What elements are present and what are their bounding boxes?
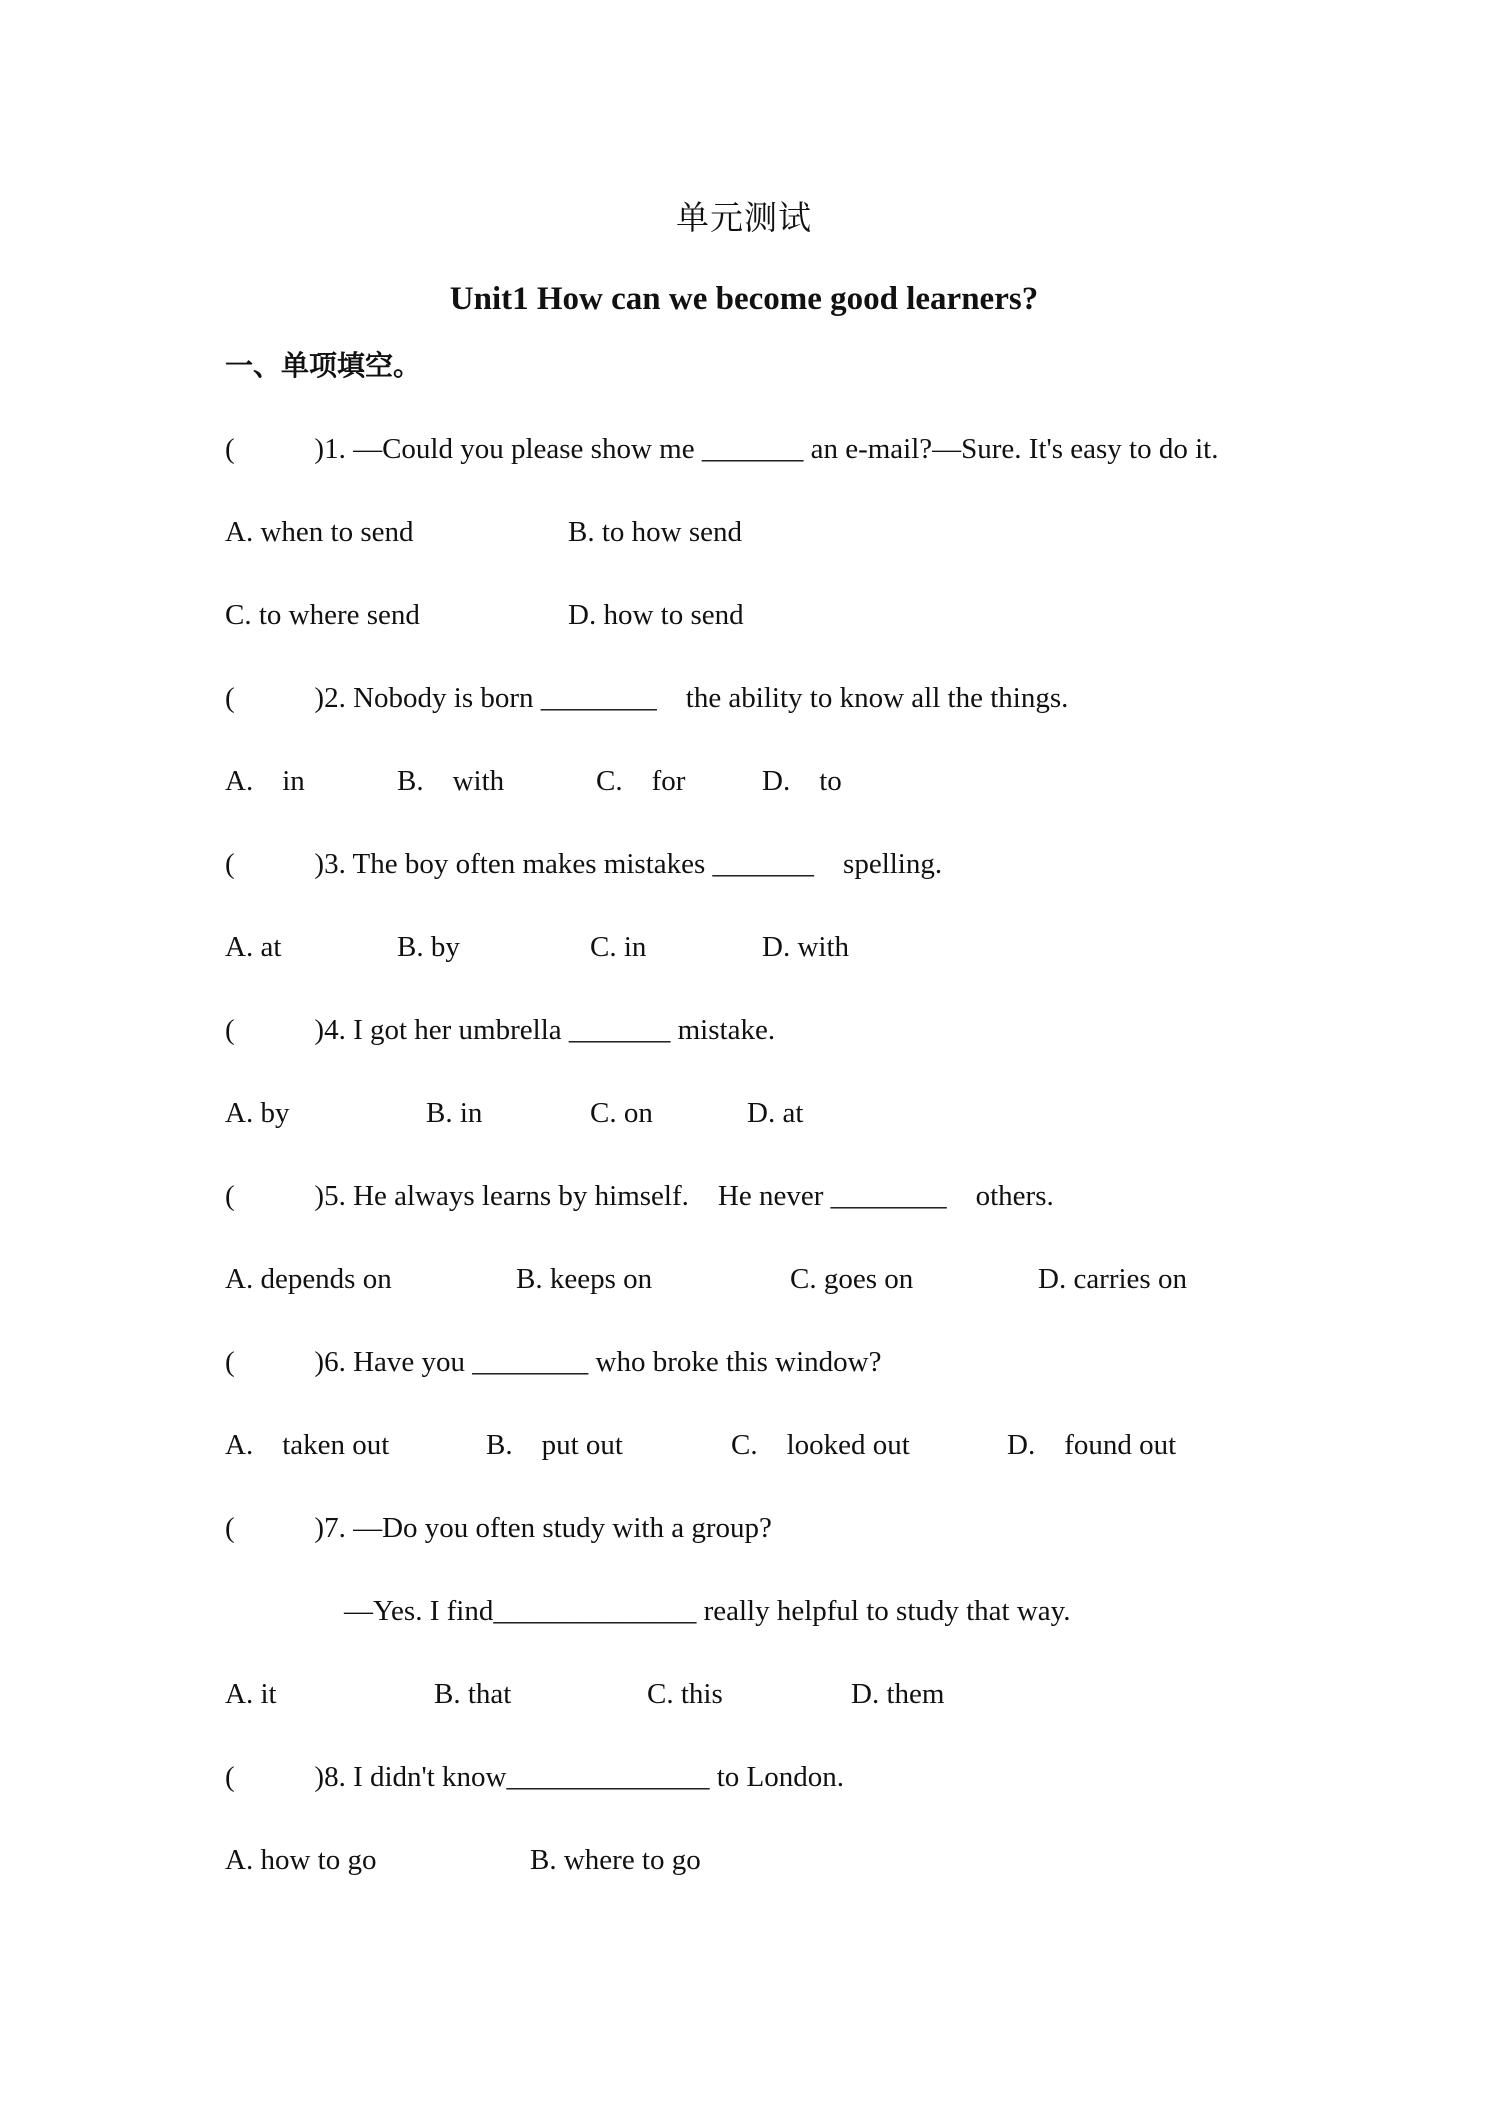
question-8-option-a: A. how to go (225, 1844, 377, 1876)
question-4-option-a: A. by (225, 1097, 290, 1129)
question-7-option-d: D. them (851, 1678, 945, 1710)
question-6-option-c: C. looked out (731, 1429, 910, 1461)
question-5-stem: ( )5. He always learns by himself. He never ________ others. (225, 1180, 1054, 1212)
question-6-option-b: B. put out (486, 1429, 623, 1461)
worksheet-title-cn: 单元测试 (676, 198, 812, 237)
question-3-stem: ( )3. The boy often makes mistakes _______ spelling. (225, 848, 943, 880)
question-7-reply: —Yes. I find______________ really helpful to study that way. (344, 1595, 1071, 1627)
question-6-option-d: D. found out (1007, 1429, 1177, 1461)
question-7-option-b: B. that (434, 1678, 512, 1710)
question-6-option-a: A. taken out (225, 1429, 390, 1461)
question-2-stem: ( )2. Nobody is born ________ the ability to know all the things. (225, 682, 1069, 714)
question-4-option-d: D. at (747, 1097, 804, 1129)
unit-title: Unit1 How can we become good learners? (449, 281, 1039, 317)
question-2-option-b: B. with (397, 765, 505, 797)
question-1-option-a: A. when to send (225, 516, 414, 548)
question-4-stem: ( )4. I got her umbrella _______ mistake. (225, 1014, 776, 1046)
question-5-option-c: C. goes on (790, 1263, 914, 1295)
question-8-stem: ( )8. I didn't know______________ to London. (225, 1761, 845, 1793)
question-4-option-b: B. in (426, 1097, 483, 1129)
question-8-option-b: B. where to go (530, 1844, 701, 1876)
section-heading: 一、单项填空。 (225, 349, 422, 382)
question-1-stem: ( )1. —Could you please show me _______ an e-mail?—Sure. It's easy to do it. (225, 433, 1219, 465)
question-2-option-c: C. for (596, 765, 686, 797)
question-3-option-b: B. by (397, 931, 460, 963)
question-1-option-c: C. to where send (225, 599, 420, 631)
question-3-option-c: C. in (590, 931, 647, 963)
question-7-option-c: C. this (647, 1678, 723, 1710)
question-3-option-a: A. at (225, 931, 282, 963)
question-6-stem: ( )6. Have you ________ who broke this window? (225, 1346, 882, 1378)
question-5-option-a: A. depends on (225, 1263, 392, 1295)
question-2-option-a: A. in (225, 765, 305, 797)
question-7-option-a: A. it (225, 1678, 277, 1710)
question-5-option-d: D. carries on (1038, 1263, 1187, 1295)
question-2-option-d: D. to (762, 765, 842, 797)
question-4-option-c: C. on (590, 1097, 653, 1129)
question-1-option-d: D. how to send (568, 599, 744, 631)
question-5-option-b: B. keeps on (516, 1263, 653, 1295)
question-1-option-b: B. to how send (568, 516, 742, 548)
question-7-stem: ( )7. —Do you often study with a group? (225, 1512, 772, 1544)
question-3-option-d: D. with (762, 931, 849, 963)
